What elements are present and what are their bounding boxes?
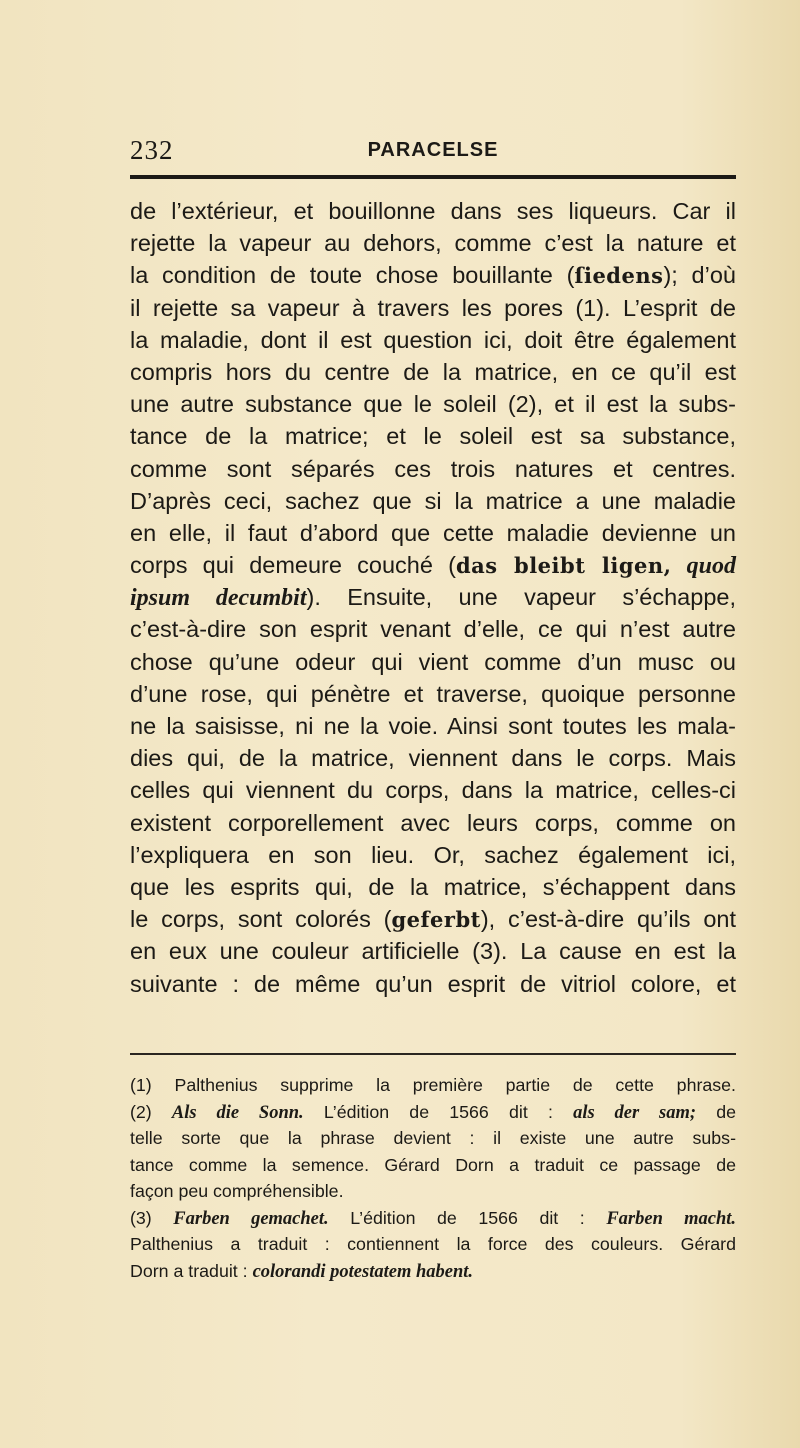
body-line [130,581,736,613]
body-line: existent corporellement avec leurs corps, comme on [130,809,736,836]
body-line [130,549,736,581]
body-line: D’après ceci, sachez que si la matrice a une maladie [130,487,736,514]
body-line: celles qui viennent du corps, dans la matrice, celles-ci [130,777,736,804]
body-line [130,903,736,935]
body-line: une autre substance que le soleil (2), et il est la subs- [130,391,736,418]
body-line: suivante : de même qu’un esprit de vitriol colore, et [130,970,736,997]
text-span: ); d’où [663,262,736,289]
footnote-3-line [130,1205,736,1232]
footnotes [130,1072,736,1284]
german-term: das bleibt ligen, [455,553,672,579]
body-line: de l’extérieur, et bouillonne dans ses liqueurs. Car il [130,198,736,224]
german-quote: Als die Sonn. [171,1102,304,1123]
german-term: geferbt [391,907,481,933]
body-line: la maladie, dont il est question ici, doit être également [130,326,736,353]
body-line: comme sont séparés ces trois natures et centres. [130,455,736,482]
body-line: rejette la vapeur au dehors, comme c’est la nature et [130,230,736,257]
footnote-1: (1) Palthenius supprime la première partie de cette phrase. [130,1075,736,1095]
latin-term: ipsum decumbit [130,585,307,612]
text-span: de [696,1101,737,1122]
body-line: que les esprits qui, de la matrice, s’échappent dans [130,873,736,900]
text-span: le corps, sont colorés ( [130,906,392,933]
footnote-3-line: Palthenius a traduit : contiennent la force des couleurs. Gérard [130,1234,736,1254]
body-line: en eux une couleur artificielle (3). La cause en est la [130,938,736,965]
text-span: la condition de toute chose bouillante ( [130,262,575,289]
footnote-2-line: façon peu compréhensible. [130,1181,344,1201]
body-line: chose qu’une odeur qui vient comme d’un musc ou [130,648,736,675]
german-quote: Farben gemachet. [173,1208,329,1229]
body-line: ne la saisisse, ni ne la voie. Ainsi sont toutes les mala- [130,713,736,739]
page-number: 232 [130,135,174,165]
footnote-2-line [130,1099,736,1126]
header-rule [130,175,736,179]
running-title: PARACELSE [367,139,499,161]
text-span: ), c’est-à-dire qu’ils ont [480,906,736,933]
body-line: tance de la matrice; et le soleil est sa substance, [130,423,736,450]
text-span: ). Ensuite, une vapeur s’échappe, [306,584,736,611]
footnote-2-line: tance comme la semence. Gérard Dorn a traduit ce passage de [130,1154,736,1175]
latin-quote: colorandi potestatem habent. [252,1261,474,1282]
body-text [130,195,736,1000]
footnote-2-line: telle sorte que la phrase devient : il existe une autre subs- [130,1128,736,1148]
text-span: L’édition de 1566 dit : [328,1207,607,1228]
german-quote: Farben macht. [606,1208,736,1229]
body-line: en elle, il faut d’abord que cette maladie devienne un [130,519,736,546]
footnote-rule [130,1053,736,1055]
german-quote: als der sam; [573,1102,697,1123]
body-line: dies qui, de la matrice, viennent dans le corps. Mais [130,745,736,772]
body-line: compris hors du centre de la matrice, en ce qu’il est [130,358,736,385]
latin-term: quod [686,553,737,580]
text-span: (2) [130,1101,172,1122]
body-line: l’expliquera en son lieu. Or, sachez également ici, [130,841,736,868]
text-span: corps qui demeure couché ( [130,552,456,579]
body-line [130,259,736,291]
text-span: (3) [130,1207,174,1228]
body-line: il rejette sa vapeur à travers les pores (1). L’esprit de [130,294,736,321]
body-line: c’est-à-dire son esprit venant d’elle, ce qui n’est autre [130,616,736,643]
text-span: Dorn a traduit : [130,1260,253,1281]
german-term: ſiedens [574,263,664,289]
body-line: d’une rose, qui pénètre et traverse, quoique personne [130,680,736,707]
footnote-3-line [130,1258,736,1285]
page-header [130,135,736,175]
text-span: L’édition de 1566 dit : [303,1101,574,1122]
